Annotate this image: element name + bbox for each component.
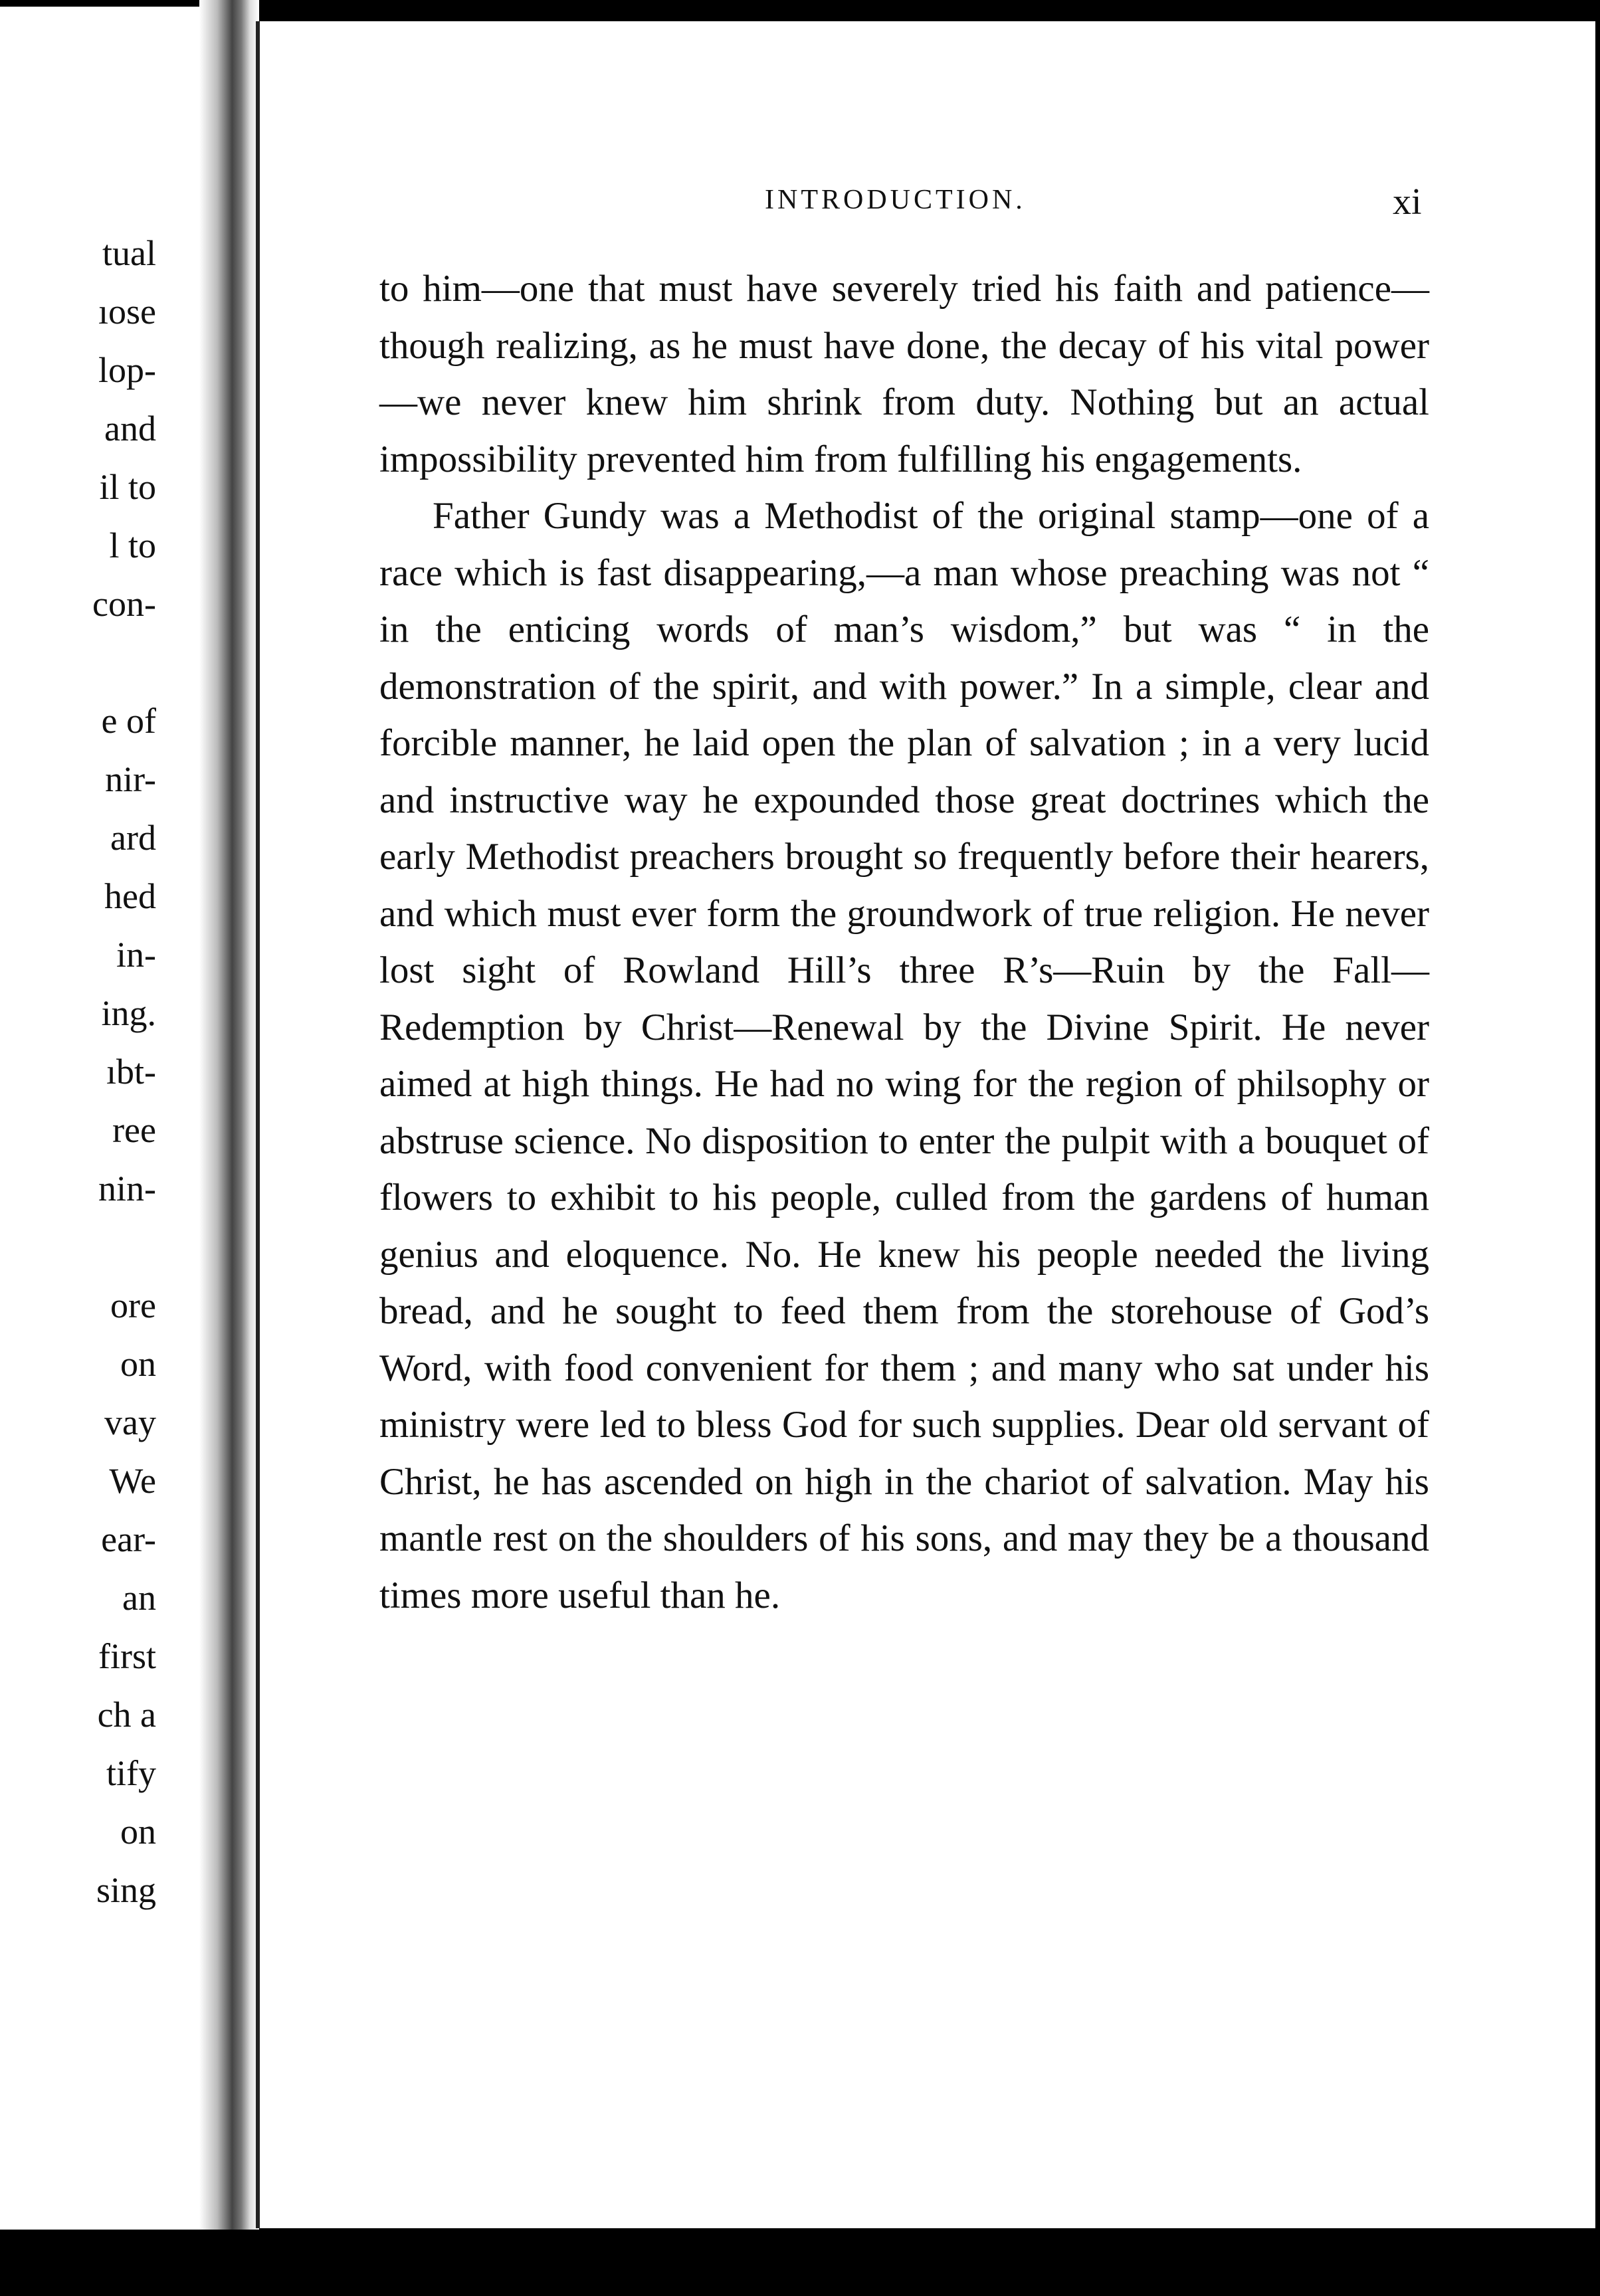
left-line: We [109, 1461, 156, 1501]
left-line: sing [96, 1870, 156, 1910]
left-line: vay [104, 1402, 156, 1442]
left-line: ree [112, 1110, 156, 1150]
page-number: xi [1393, 181, 1422, 223]
left-line: ıbt- [106, 1052, 156, 1092]
left-line: ch a [97, 1695, 156, 1735]
right-page [256, 21, 1595, 2228]
left-line: lop- [98, 350, 156, 390]
book-gutter [199, 0, 259, 2259]
body-text [379, 260, 1429, 1624]
left-line: ıose [98, 292, 156, 332]
left-line: ore [110, 1286, 156, 1325]
left-line: in- [116, 935, 156, 975]
left-line: and [104, 409, 156, 448]
left-line: nir- [105, 759, 156, 799]
paragraph-continuation: to him—one that must have severely tried his faith and patience—though realizing, as he must have done, the decay of his vital power—we never knew him shrink from duty. Nothing but an actual impossibility prevented him from fulfilling his engagements. [379, 268, 1429, 480]
left-line: on [120, 1344, 156, 1384]
left-line: ing. [101, 993, 156, 1033]
left-line: hed [104, 876, 156, 916]
left-line: con- [92, 584, 156, 624]
left-line: an [122, 1578, 156, 1618]
left-facing-page [0, 7, 219, 2230]
left-line: ear- [101, 1519, 156, 1559]
left-line: first [98, 1636, 156, 1676]
left-line: on [120, 1812, 156, 1852]
left-line: ard [110, 818, 156, 858]
left-line: tify [106, 1753, 156, 1793]
paragraph-father-gundy: Father Gundy was a Methodist of the original stamp—one of a race which is fast disappearing,—a man whose preaching was not “ in the enticing words of man’s wisdom,” but was “ in the demonstration of the spirit, and with power.” In a simple, clear and forcible manner, he laid open the plan of salvation ; in a very lucid and instructive way he expounded those great doctrines which the early Methodist preachers brought so frequently before their hearers, and which must ever form the groundwork of true religion. He never lost sight of Rowland Hill’s three R’s—Ruin by the Fall—Redemption by Christ—Renewal by the Divine Spirit. He never aimed at high things. He had no wing for the region of philsophy or abstruse science. No disposition to enter the pulpit with a bouquet of flowers to exhibit to his people, culled from the gardens of human genius and eloquence. No. He knew his people needed the living bread, and he sought to feed them from the storehouse of God’s Word, with food convenient for them ; and many who sat under his ministry were led to bless God for such supplies. Dear old servant of Christ, he has ascended on high in the chariot of salvation. May his mantle rest on the shoulders of his sons, and may they be a thousand times more useful than he. [379, 495, 1429, 1616]
running-head: INTRODUCTION. [765, 185, 1026, 215]
left-line: l to [109, 526, 156, 565]
left-line: nin- [98, 1169, 156, 1208]
left-line: il to [99, 467, 156, 507]
left-line: e of [101, 701, 156, 741]
scan-bottom-edge [0, 2230, 1600, 2296]
left-line: tual [102, 233, 156, 273]
